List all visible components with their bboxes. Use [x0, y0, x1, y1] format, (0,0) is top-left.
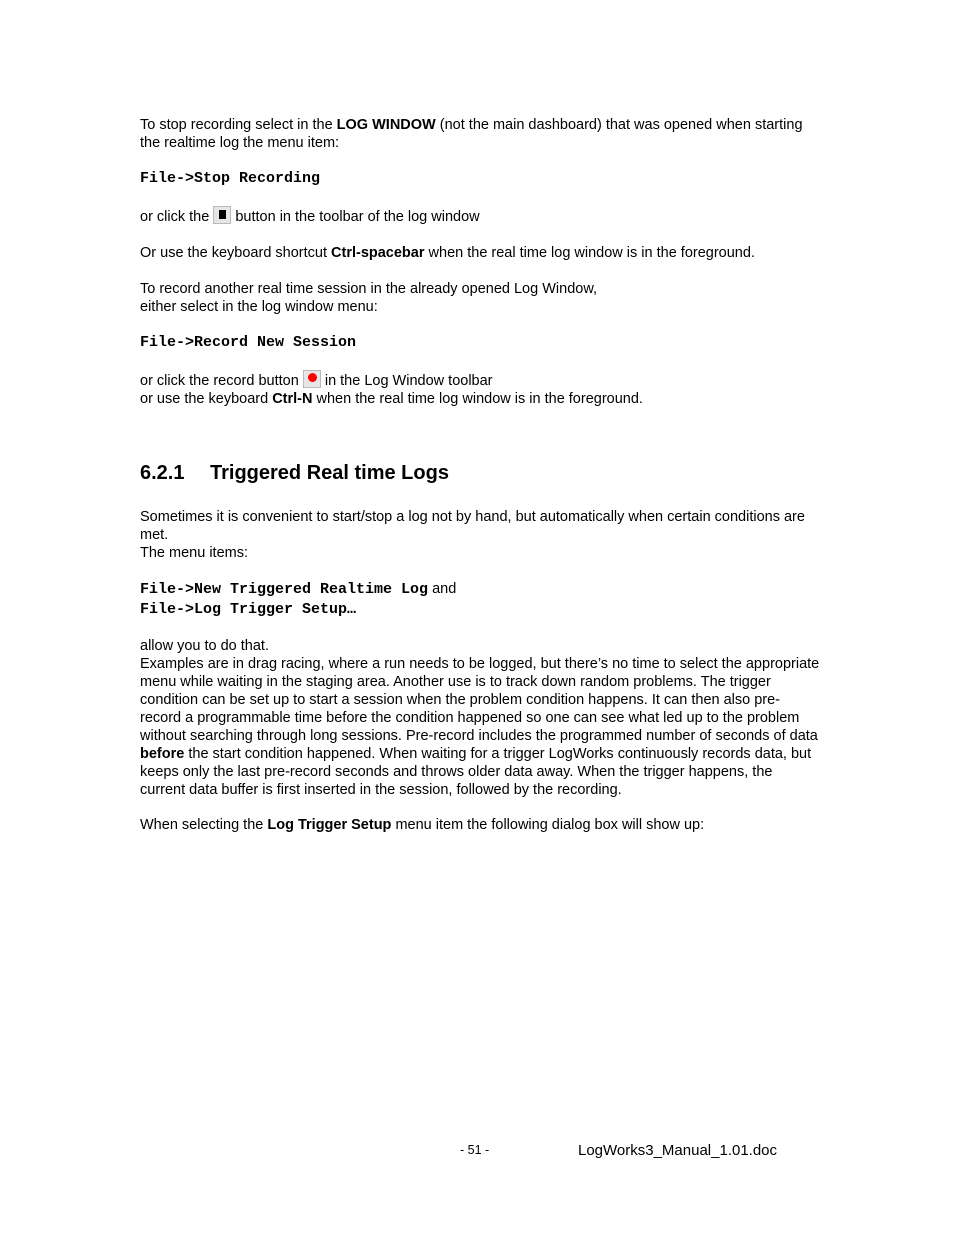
bold-log-window: LOG WINDOW [336, 117, 436, 133]
stop-button-icon [213, 206, 231, 224]
text: (not the main dashboard) that was opened when starting the realtime log the menu item: [140, 117, 803, 151]
text: Or use the keyboard shortcut [140, 245, 332, 261]
command-new-triggered-log [140, 579, 820, 600]
command-log-trigger-setup: File->Log Trigger Setup… [140, 601, 357, 618]
text: When selecting the [140, 817, 268, 833]
text: Sometimes it is convenient to start/stop a log not by hand, but automatically when certain conditions are met. [140, 509, 805, 543]
text: in the Log Window toolbar [320, 373, 493, 389]
text: or click the record button [140, 373, 303, 389]
document-body [140, 116, 820, 834]
command-stop-recording: File->Stop Recording [140, 170, 321, 187]
paragraph-examples [140, 637, 820, 799]
text: the start condition happened. When waiting for a trigger LogWorks continuously records data, but keeps only the last pre-record seconds and throws older data away. When the trigger happens, the current data buffer is first inserted in the session, followed by the recording. [140, 746, 812, 798]
page-number: - 51 - [460, 1143, 490, 1157]
text: either select in the log window menu: [140, 299, 378, 315]
text: The menu items: [140, 545, 248, 561]
text: To record another real time session in the already opened Log Window, [140, 281, 598, 297]
bold-ctrl-n: Ctrl-N [272, 391, 313, 407]
text: To stop recording select in the [140, 117, 337, 133]
document-filename: LogWorks3_Manual_1.01.doc [578, 1142, 778, 1159]
text: or use the keyboard [140, 391, 273, 407]
section-title: Triggered Real time Logs [210, 462, 449, 484]
bold-before: before [140, 746, 185, 762]
paragraph-stop-recording [140, 116, 820, 152]
command-text: File->New Triggered Realtime Log [140, 581, 429, 598]
paragraph-ctrl-spacebar [140, 244, 820, 262]
section-heading [140, 461, 820, 485]
text: when the real time log window is in the foreground. [312, 391, 643, 407]
text: or click the [140, 209, 214, 225]
command-record-new-session: File->Record New Session [140, 334, 357, 351]
text: and [428, 581, 457, 597]
paragraph-record-button [140, 370, 820, 408]
record-button-icon [303, 370, 321, 388]
section-number: 6.2.1 [140, 462, 185, 484]
text: Examples are in drag racing, where a run needs to be logged, but there’s no time to select the appropriate menu while waiting in the staging area. Another use is to track down random problems. The trigger condition can be set up to start a session when the problem condition happens. It can then also pre-record a programmable time before the condition happened so one can see what led up to the problem without searching through long sessions. Pre-record includes the programmed number of seconds of data [140, 656, 820, 744]
paragraph-dialog-intro [140, 816, 820, 834]
paragraph-stop-button [140, 206, 820, 226]
text: button in the toolbar of the log window [231, 209, 480, 225]
paragraph-triggered-intro [140, 508, 820, 562]
text: allow you to do that. [140, 638, 269, 654]
paragraph-record-another [140, 280, 820, 316]
text: menu item the following dialog box will show up: [391, 817, 705, 833]
bold-log-trigger-setup: Log Trigger Setup [267, 817, 392, 833]
bold-ctrl-spacebar: Ctrl-spacebar [331, 245, 425, 261]
text: when the real time log window is in the foreground. [424, 245, 755, 261]
